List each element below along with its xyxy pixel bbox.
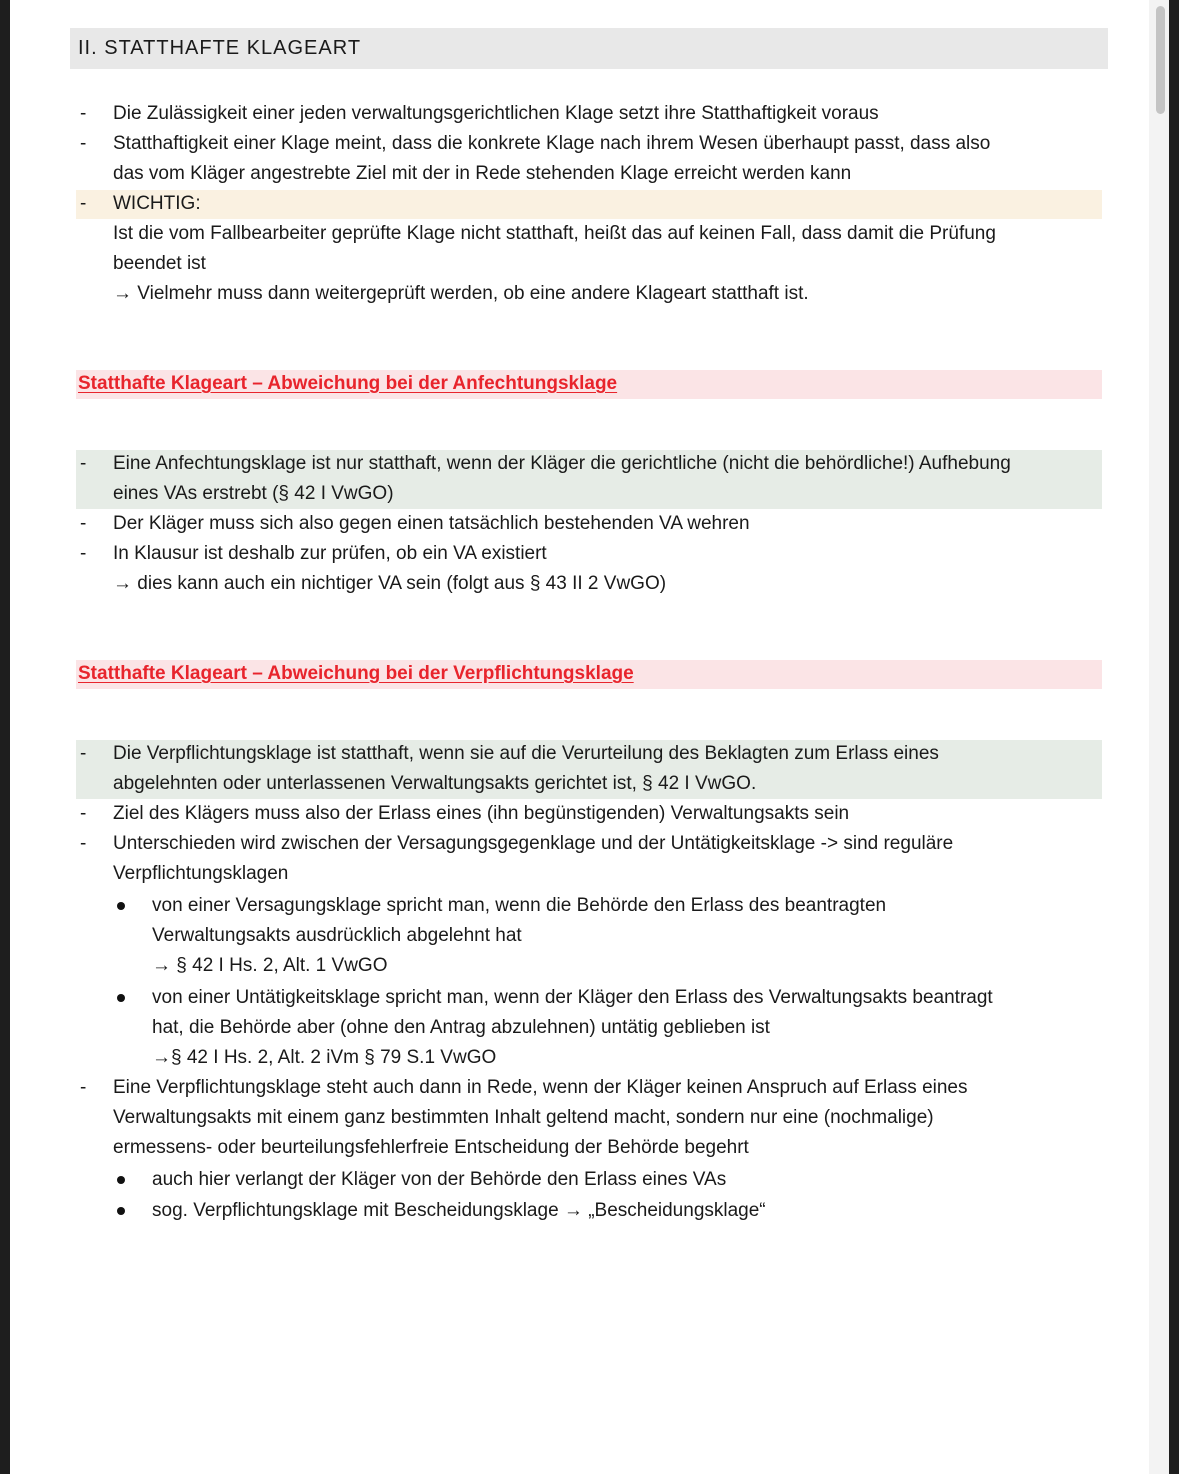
list-item-text: Die Zulässigkeit einer jeden verwaltungsgerichtlichen Klage setzt ihre Statthaftigkeit voraus xyxy=(113,103,879,124)
list-item-text: In Klausur ist deshalb zur prüfen, ob ein VA existiert xyxy=(113,543,547,564)
bullet-item-text: hat, die Behörde aber (ohne den Antrag abzulehnen) untätig geblieben ist xyxy=(152,1017,770,1038)
scrollbar-thumb[interactable] xyxy=(1156,6,1165,114)
list-dash: - xyxy=(80,103,87,124)
scrollbar-track[interactable] xyxy=(1149,0,1169,1474)
list-item-text: Die Verpflichtungsklage ist statthaft, wenn sie auf die Verurteilung des Beklagten zum Erlass eines xyxy=(113,743,939,764)
list-item-text: das vom Kläger angestrebte Ziel mit der in Rede stehenden Klage erreicht werden kann xyxy=(113,163,852,184)
bullet-item-text: von einer Versagungsklage spricht man, wenn die Behörde den Erlass des beantragten xyxy=(152,895,887,916)
window-right-edge xyxy=(1169,0,1179,1474)
list-item-text: Verwaltungsakts mit einem ganz bestimmten Inhalt geltend macht, sondern nur eine (nochmalige) xyxy=(113,1107,934,1128)
list-item-text: Eine Verpflichtungsklage steht auch dann in Rede, wenn der Kläger keinen Anspruch auf Erlass eines xyxy=(113,1077,968,1098)
list-item-text: abgelehnten oder unterlassenen Verwaltungsakts gerichtet ist, § 42 I VwGO. xyxy=(113,773,757,794)
list-item-text: Ziel des Klägers muss also der Erlass eines (ihn begünstigenden) Verwaltungsakts sein xyxy=(113,803,850,824)
bullet-dot xyxy=(117,1207,125,1215)
arrow-note: → Vielmehr muss dann weitergeprüft werden, ob eine andere Klageart statthaft ist. xyxy=(113,283,809,304)
section-title-verpflichtungsklage: Statthafte Klageart – Abweichung bei der Verpflichtungsklage xyxy=(78,663,634,684)
highlight-wichtig xyxy=(76,190,1102,219)
page-title: II. STATTHAFTE KLAGEART xyxy=(78,37,362,59)
list-dash: - xyxy=(80,453,87,474)
bullet-item-text: auch hier verlangt der Kläger von der Behörde den Erlass eines VAs xyxy=(152,1169,727,1190)
section-title-anfechtungsklage: Statthafte Klageart – Abweichung bei der Anfechtungsklage xyxy=(78,373,618,394)
list-item-text: Ist die vom Fallbearbeiter geprüfte Klage nicht statthaft, heißt das auf keinen Fall, dass damit die Prüfung xyxy=(113,223,996,244)
bullet-dot xyxy=(117,994,125,1002)
list-dash: - xyxy=(80,1077,87,1098)
wichtig-label: WICHTIG: xyxy=(113,193,201,214)
list-dash: - xyxy=(80,133,87,154)
list-dash: - xyxy=(80,743,87,764)
bullet-item-text: sog. Verpflichtungsklage mit Bescheidungsklage → „Bescheidungsklage“ xyxy=(152,1200,766,1221)
list-item-text: Eine Anfechtungsklage ist nur statthaft, wenn der Kläger die gerichtliche (nicht die behördliche!) Aufhebung xyxy=(113,453,1011,474)
bullet-item-text: Verwaltungsakts ausdrücklich abgelehnt hat xyxy=(152,925,522,946)
list-dash: - xyxy=(80,803,87,824)
list-item-text: Verpflichtungsklagen xyxy=(113,863,289,884)
list-dash: - xyxy=(80,513,87,534)
arrow-note: → § 42 I Hs. 2, Alt. 1 VwGO xyxy=(152,955,388,976)
list-item-text: beendet ist xyxy=(113,253,206,274)
arrow-note: →§ 42 I Hs. 2, Alt. 2 iVm § 79 S.1 VwGO xyxy=(152,1047,497,1068)
list-item-text: Statthaftigkeit einer Klage meint, dass die konkrete Klage nach ihrem Wesen überhaupt passt, dass also xyxy=(113,133,991,154)
arrow-note: → dies kann auch ein nichtiger VA sein (folgt aus § 43 II 2 VwGO) xyxy=(113,573,667,594)
list-dash: - xyxy=(80,833,87,854)
list-dash: - xyxy=(80,193,87,214)
bullet-item-text: von einer Untätigkeitsklage spricht man, wenn der Kläger den Erlass des Verwaltungsakts beantragt xyxy=(152,987,993,1008)
list-item-text: Der Kläger muss sich also gegen einen tatsächlich bestehenden VA wehren xyxy=(113,513,750,534)
list-item-text: Unterschieden wird zwischen der Versagungsgegenklage und der Untätigkeitsklage -> sind reguläre xyxy=(113,833,954,854)
bullet-dot xyxy=(117,902,125,910)
list-dash: - xyxy=(80,543,87,564)
list-item-text: eines VAs erstrebt (§ 42 I VwGO) xyxy=(113,483,394,504)
list-item-text: ermessens- oder beurteilungsfehlerfreie Entscheidung der Behörde begehrt xyxy=(113,1137,749,1158)
bullet-dot xyxy=(117,1176,125,1184)
